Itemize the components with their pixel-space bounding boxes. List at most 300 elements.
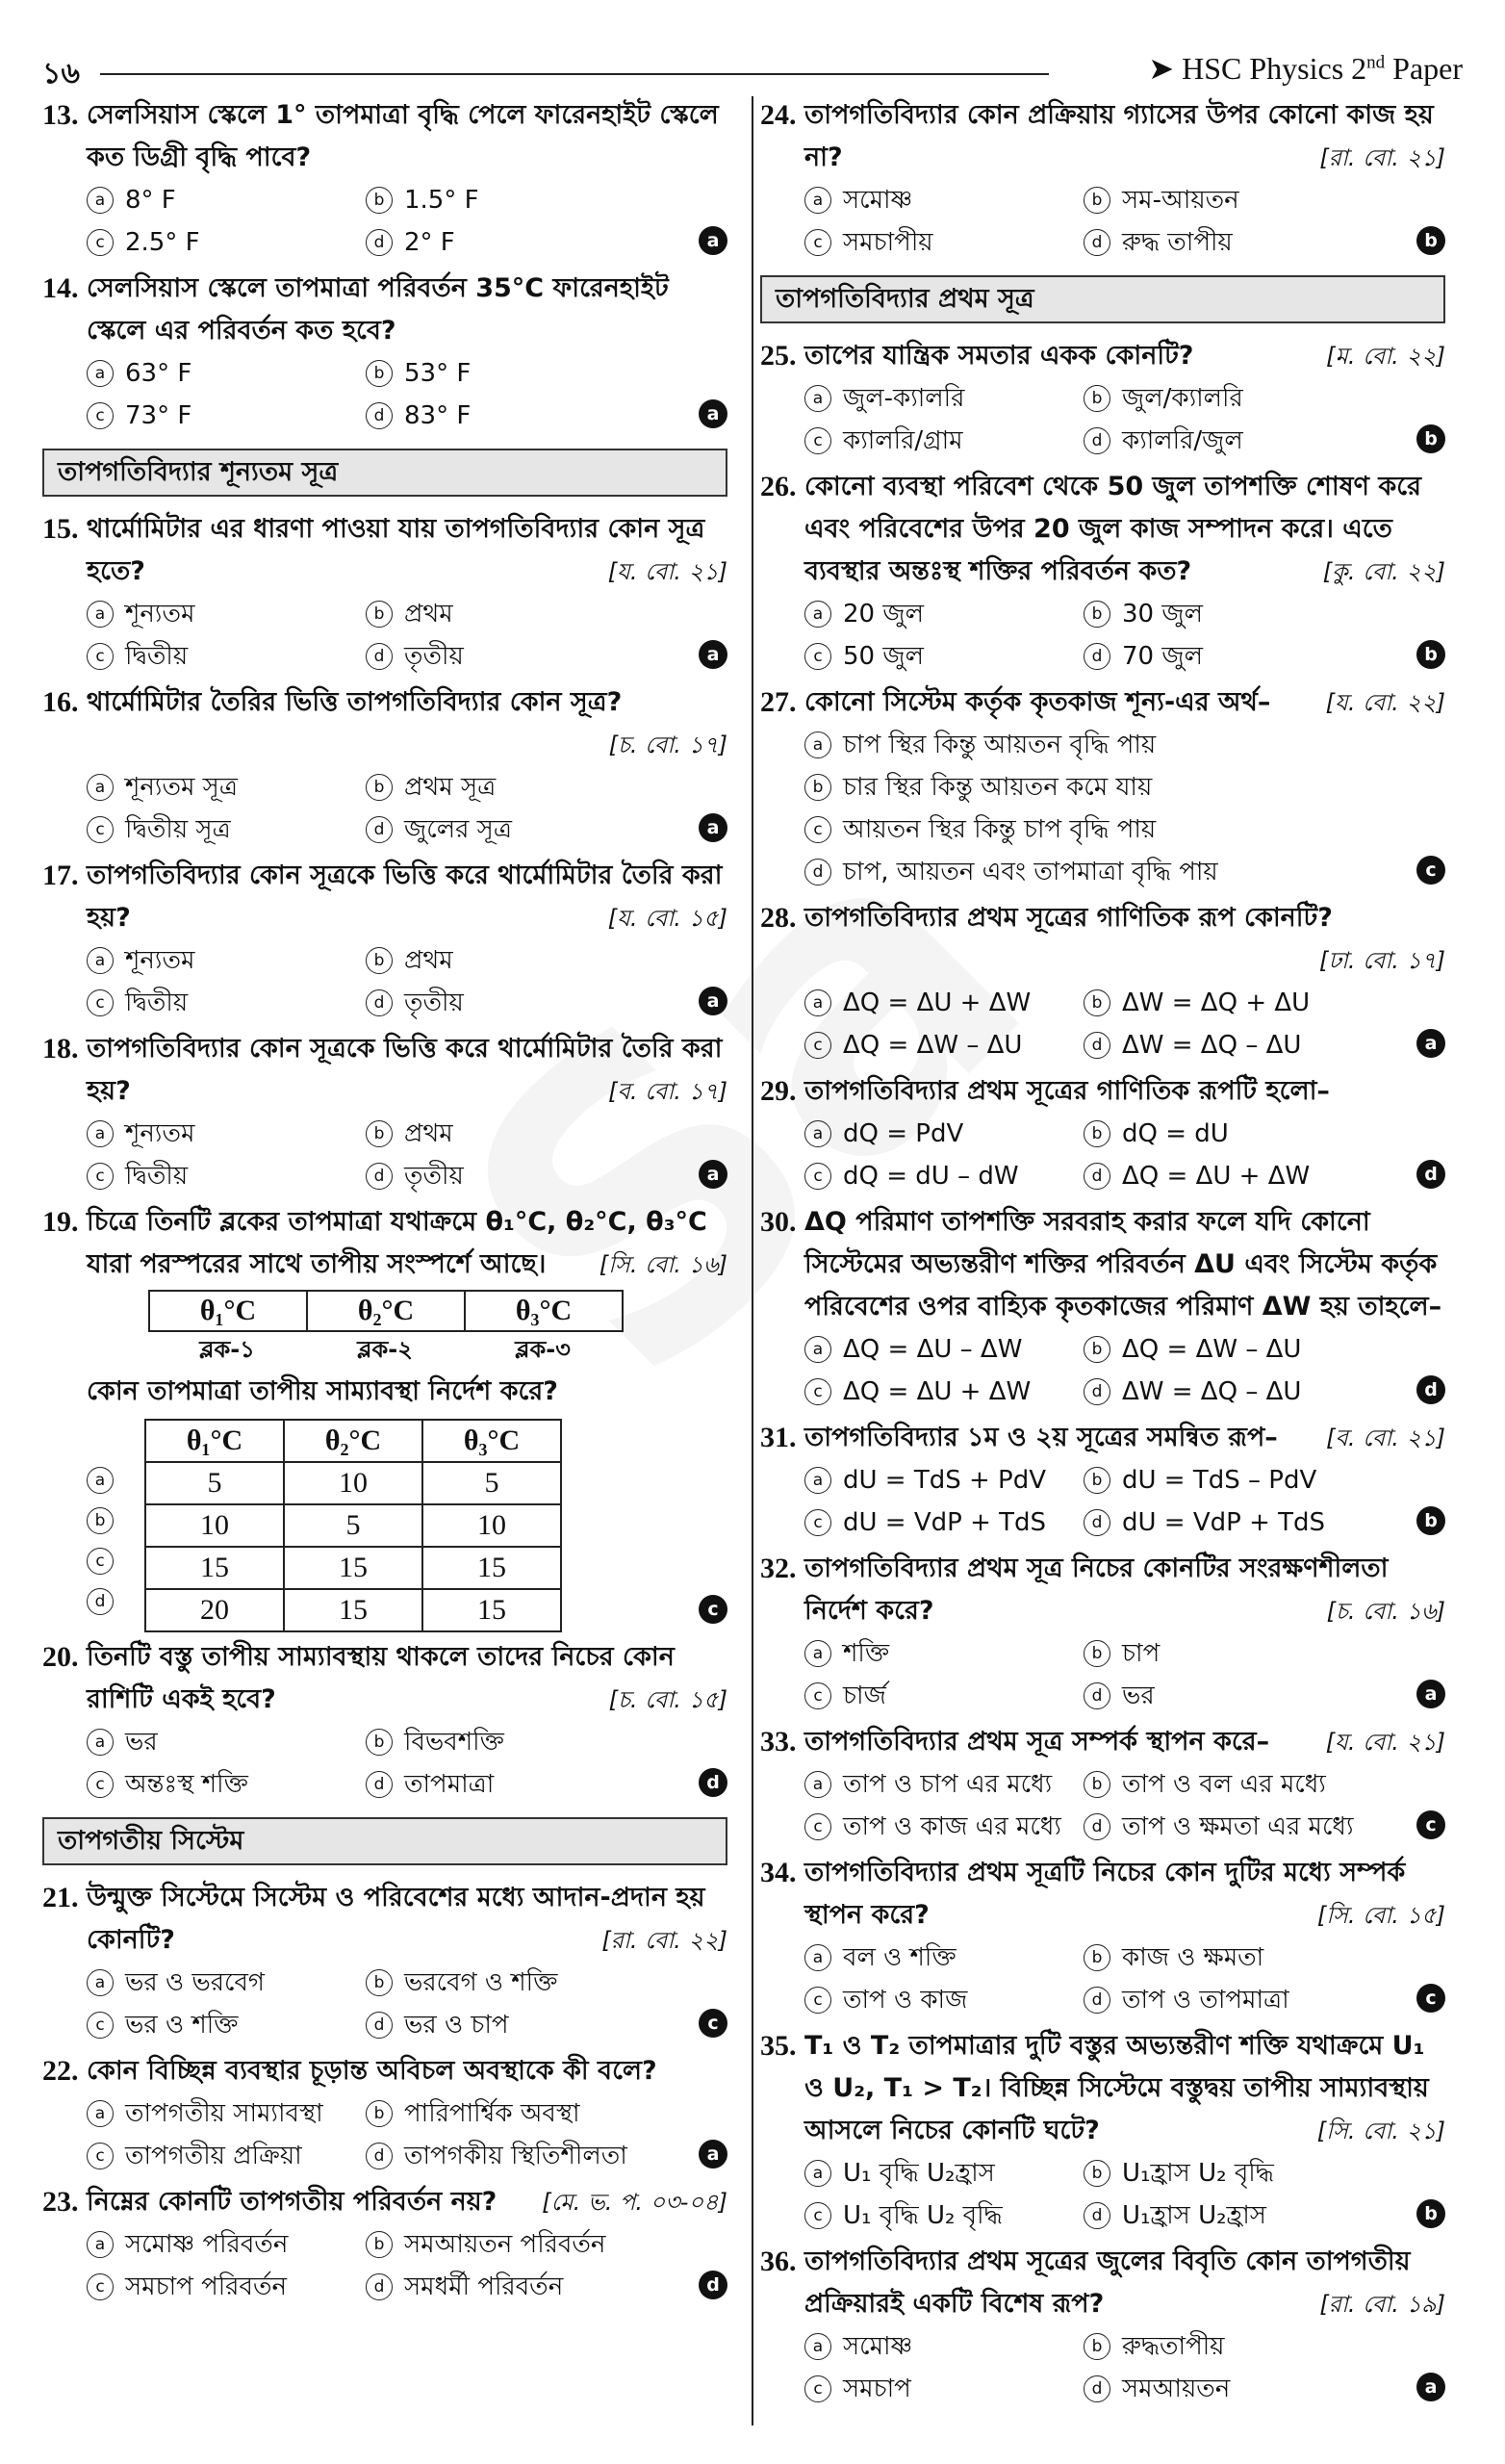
question-number: 16. [42,686,79,718]
option-d-marker: d [1084,427,1110,454]
options [804,982,1445,1066]
block-3-label: ব্লক-৩ [515,1336,571,1363]
option-b[interactable]: b প্রথম [366,593,727,635]
answer-badge: c [1416,1984,1445,2013]
option-c[interactable]: c U₁ বৃদ্ধি U₂ বৃদ্ধি [804,2194,1084,2237]
source-tag: [ব. বো. ২১] [1326,1424,1445,1451]
option-a-marker: a [87,774,114,801]
option-c[interactable]: c তাপ ও কাজ এর মধ্যে [804,1806,1084,1848]
options [804,1328,1445,1413]
right-column [760,94,1445,2414]
question-number: 34. [760,1857,797,1888]
option-b[interactable]: b কাজ ও ক্ষমতা [1084,1937,1445,1979]
option-c-marker: c [87,2143,114,2169]
option-b-marker: b [1084,1467,1110,1494]
source-tag: [য. বো. ১৫] [607,905,727,932]
option-d[interactable]: d ΔQ = ΔU + ΔW [1084,1155,1445,1197]
option-d[interactable]: d 83° F [366,395,727,437]
option-d-marker[interactable]: d [87,1588,114,1615]
option-b[interactable]: b dU = TdS – PdV [1084,1459,1445,1502]
option-d-marker: d [366,402,393,429]
question-number: 23. [42,2186,79,2218]
header-rule [100,73,1049,75]
option-a[interactable]: a শূন্যতম [87,939,366,982]
option-c[interactable]: c দ্বিতীয় [87,635,366,678]
option-a[interactable]: a জুল-ক্যালরি [804,377,1084,420]
option-c-marker: c [804,2202,831,2229]
option-b-marker: b [1084,1120,1110,1147]
option-d[interactable]: d তাপগকীয় স্থিতিশীলতা [366,2135,727,2177]
option-b[interactable]: b প্রথম সূত্র [366,766,727,808]
question-number: 27. [760,686,797,718]
left-column [42,94,727,2312]
question-text: তাপগতিবিদ্যার প্রথম সূত্র নিচের কোনটির সংরক্ষণশীলতা নির্দেশ করে? [চ. বো. ১৬] [804,1548,1445,1632]
option-a[interactable]: a শক্তি [804,1632,1084,1675]
source-tag: [ঢা. বো. ১৭] [1318,947,1445,974]
answer-badge: a [699,226,727,255]
option-d[interactable]: d dU = VdP + TdS [1084,1502,1445,1544]
option-b-marker: b [1084,2333,1110,2360]
question-number: 26. [760,471,797,502]
option-a[interactable]: a 63° F [87,352,366,395]
question-text: সেলসিয়াস স্কেলে তাপমাত্রা পরিবর্তন 35°C ফারেনহাইট স্কেলে এর পরিবর্তন কত হবে? [87,273,669,346]
source-tag: [সি. বো. ১৫] [1316,1902,1445,1929]
option-d-marker: d [1084,1378,1110,1405]
option-a-marker: a [87,1969,114,1996]
option-a[interactable]: a তাপগতীয় সাম্যাবস্থা [87,2092,366,2135]
option-d-marker: d [1084,1509,1110,1536]
option-d[interactable]: d 70 জুল [1084,635,1445,678]
book-title: ➤ HSC Physics 2nd Paper [1148,51,1463,86]
option-b-marker: b [1084,989,1110,1016]
options [804,1632,1445,1717]
question-number: 30. [760,1206,797,1238]
option-b[interactable]: b জুল/ক্যালরি [1084,377,1445,420]
option-d-marker: d [366,1771,393,1798]
question-text: T₁ ও T₂ তাপমাত্রার দুটি বস্তুর অভ্যন্তরীণ শক্তি যথাক্রমে U₁ ও U₂, T₁ > T₂। বিচ্ছিন্ন সিস্টেমে বস্তুদ্বয় তাপীয় সাম্যাবস্থায় আসলে নিচের কোনটি ঘটে? [সি. বো. ২১] [804,2025,1445,2152]
option-d[interactable]: d তাপ ও তাপমাত্রা [1084,1979,1445,2021]
option-b-marker: b [1084,1944,1110,1971]
option-d-marker: d [1084,1163,1110,1190]
option-c[interactable]: c তাপগতীয় প্রক্রিয়া [87,2135,366,2177]
option-c[interactable]: c ক্যালরি/গ্রাম [804,420,1084,462]
question-30 [760,1201,1445,1413]
option-c-marker: c [87,229,114,256]
table-row[interactable]: 10 5 10 [145,1504,561,1547]
option-d-marker: d [1084,2202,1110,2229]
question-text: তাপগতিবিদ্যার ১ম ও ২য় সূত্রের সমন্বিত রূপ– [ব. বো. ২১] [804,1417,1445,1459]
options [87,2092,727,2177]
question-number: 28. [760,902,797,934]
option-d[interactable]: d তৃতীয় [366,1155,727,1197]
option-c[interactable]: c 50 জুল [804,635,1084,678]
option-c-marker: c [804,1163,831,1190]
question-text: তাপগতিবিদ্যার প্রথম সূত্র সম্পর্ক স্থাপন করে– [য. বো. ২১] [804,1721,1445,1763]
option-b-marker: b [804,774,831,801]
option-d[interactable]: d ভর [1084,1675,1445,1717]
option-d[interactable]: d তৃতীয় [366,982,727,1024]
question-15 [42,508,727,678]
option-a[interactable]: a শূন্যতম [87,593,366,635]
question-35 [760,2025,1445,2237]
option-c-marker: c [87,643,114,670]
question-text: তাপগতিবিদ্যার কোন সূত্রকে ভিত্তি করে থার্মোমিটার তৈরি করা হয়? [ব. বো. ১৭] [87,1028,727,1113]
option-b[interactable]: b চার স্থির কিন্তু আয়তন কমে যায় [804,766,1445,808]
block-1-temp: θ₁°C [149,1291,307,1331]
answer-badge: d [699,1768,727,1797]
option-b-marker: b [366,774,393,801]
option-c[interactable]: c সমচাপ [804,2368,1084,2410]
option-c-marker: c [87,402,114,429]
option-a[interactable]: a ভর [87,1721,366,1763]
option-c[interactable]: c আয়তন স্থির কিন্তু চাপ বৃদ্ধি পায় [804,808,1445,851]
option-c-marker[interactable]: c [87,1548,114,1575]
option-c[interactable]: c দ্বিতীয় সূত্র [87,808,366,851]
option-a-marker: a [804,1944,831,1971]
option-a-marker: a [87,947,114,974]
source-tag: [য. বো. ২১] [607,558,727,585]
table-row[interactable]: 20 15 15 [145,1589,561,1631]
question-34 [760,1852,1445,2021]
option-b-marker: b [366,360,393,387]
option-c-marker: c [87,1771,114,1798]
question-text: কোন বিচ্ছিন্ন ব্যবস্থার চূড়ান্ত অবিচল অবস্থাকে কী বলে? [87,2056,657,2086]
options [87,1721,727,1806]
option-a-marker: a [804,2333,831,2360]
option-a[interactable]: a বল ও শক্তি [804,1937,1084,1979]
option-b[interactable]: b তাপ ও বল এর মধ্যে [1084,1763,1445,1806]
source-tag: [রা. বো. ১৯] [1319,2291,1445,2318]
option-b[interactable]: b ভরবেগ ও শক্তি [366,1962,727,2004]
question-number: 17. [42,860,79,891]
option-b-marker: b [1084,187,1110,214]
option-a-marker: a [804,601,831,628]
option-d[interactable]: d সমধর্মী পরিবর্তন [366,2266,727,2308]
answer-badge: a [699,987,727,1015]
option-b[interactable]: b U₁হ্রাস U₂ বৃদ্ধি [1084,2152,1445,2194]
question-text: নিম্নের কোনটি তাপগতীয় পরিবর্তন নয়? [মে. ভ. প. ০৩-০৪] [87,2181,727,2223]
answer-badge: a [699,640,727,669]
option-b[interactable]: b পারিপার্শ্বিক অবস্থা [366,2092,727,2135]
option-c[interactable]: c ΔQ = ΔU + ΔW [804,1371,1084,1413]
option-b[interactable]: b বিভবশক্তি [366,1721,727,1763]
option-a[interactable]: a শূন্যতম সূত্র [87,766,366,808]
question-text: থার্মোমিটার তৈরির ভিত্তি তাপগতিবিদ্যার কোন সূত্র? [চ. বো. ১৭] [87,681,727,766]
option-d[interactable]: d ভর ও চাপ [366,2004,727,2046]
option-b[interactable]: b 1.5° F [366,179,727,221]
question-number: 29. [760,1075,797,1107]
option-a-marker: a [804,989,831,1016]
question-number: 19. [42,1206,79,1238]
answer-badge: b [1416,2199,1445,2228]
question-number: 13. [42,99,79,131]
question-text: ΔQ পরিমাণ তাপশক্তি সরবরাহ করার ফলে যদি কোনো সিস্টেমের অভ্যন্তরীণ শক্তির পরিবর্তন ΔU এবং সিস্টেম কর্তৃক পরিবেশের ওপর বাহ্যিক কৃতকাজের পরিমাণ ΔW হয় তাহলে– [804,1207,1442,1322]
option-d[interactable]: d তাপমাত্রা [366,1763,727,1806]
option-d-marker: d [366,2012,393,2039]
option-c[interactable]: c সমচাপীয় [804,221,1084,264]
option-b[interactable]: b ΔQ = ΔW – ΔU [1084,1328,1445,1371]
options [804,593,1445,678]
question-text: তাপগতিবিদ্যার প্রথম সূত্রের গাণিতিক রূপ কোনটি? [ঢা. বো. ১৭] [804,897,1445,982]
option-a-marker: a [804,385,831,412]
question-text: কোনো সিস্টেম কর্তৃক কৃতকাজ শূন্য-এর অর্থ– [য. বো. ২২] [804,681,1445,724]
option-d[interactable]: d রুদ্ধ তাপীয় [1084,221,1445,264]
option-a[interactable]: a ΔQ = ΔU + ΔW [804,982,1084,1024]
question-13 [42,94,727,264]
source-tag: [য. বো. ২১] [1325,1729,1445,1756]
option-a-marker: a [804,1771,831,1798]
option-d-marker: d [1084,2375,1110,2402]
answer-badge: a [699,813,727,842]
answer-badge: d [699,2271,727,2299]
block-3-temp: θ₃°C [465,1291,623,1331]
option-d[interactable]: d 2° F [366,221,727,264]
answer-badge: a [699,399,727,428]
question-text: উন্মুক্ত সিস্টেমে সিস্টেম ও পরিবেশের মধ্যে আদান-প্রদান হয় কোনটি? [রা. বো. ২২] [87,1877,727,1962]
option-b-marker: b [1084,601,1110,628]
option-b[interactable]: b চাপ [1084,1632,1445,1675]
source-tag: [চ. বো. ১৫] [608,1686,727,1713]
option-d[interactable]: d জুলের সূত্র [366,808,727,851]
question-number: 24. [760,99,797,131]
option-markers [87,1419,144,1632]
option-a[interactable]: a চাপ স্থির কিন্তু আয়তন বৃদ্ধি পায় [804,724,1445,766]
option-d-marker: d [366,816,393,843]
options [804,1113,1445,1197]
question-text: তাপগতিবিদ্যার কোন প্রক্রিয়ায় গ্যাসের উপর কোনো কাজ হয় না? [রা. বো. ২১] [804,94,1445,179]
answer-badge: b [1416,640,1445,669]
option-d-marker: d [1084,1032,1110,1059]
option-b-marker: b [366,601,393,628]
option-c[interactable]: c দ্বিতীয় [87,982,366,1024]
option-a[interactable]: a সমোষ্ণ পরিবর্তন [87,2223,366,2266]
source-tag: [ম. বো. ২২] [1326,343,1445,370]
option-a[interactable]: a 20 জুল [804,593,1084,635]
option-a-marker: a [87,2100,114,2127]
option-b[interactable]: b প্রথম [366,939,727,982]
option-d-marker: d [1084,1813,1110,1840]
question-text: থার্মোমিটার এর ধারণা পাওয়া যায় তাপগতিবিদ্যার কোন সূত্র হতে? [য. বো. ২১] [87,508,727,593]
answer-badge: a [699,1160,727,1189]
question-number: 18. [42,1033,79,1065]
option-c-marker: c [804,2375,831,2402]
option-d-marker: d [366,229,393,256]
option-c[interactable]: c দ্বিতীয় [87,1155,366,1197]
question-31 [760,1417,1445,1544]
option-d-marker: d [804,859,831,886]
option-c[interactable]: c dQ = dU – dW [804,1155,1084,1197]
source-tag: [রা. বো. ২১] [1319,144,1445,171]
option-d-marker: d [366,2273,393,2300]
question-24 [760,94,1445,264]
option-a-marker: a [87,187,114,214]
option-a-marker: a [87,1729,114,1756]
source-tag: [চ. বো. ১৬] [1326,1598,1445,1625]
answer-badge: c [1416,1810,1445,1839]
option-b-marker[interactable]: b [87,1507,114,1534]
option-c-marker: c [87,816,114,843]
option-b-marker: b [1084,2160,1110,2187]
option-a[interactable]: a dU = TdS + PdV [804,1459,1084,1502]
question-number: 21. [42,1882,79,1913]
option-c-marker: c [804,427,831,454]
options [87,352,727,437]
source-tag: [মে. ভ. প. ০৩-০৪] [542,2189,727,2216]
question-number: 32. [760,1553,797,1584]
section-heading-zeroth-law: তাপগতিবিদ্যার শূন্যতম সূত্র [42,449,727,497]
option-d-marker: d [366,643,393,670]
option-b[interactable]: b dQ = dU [1084,1113,1445,1155]
option-d-marker: d [1084,643,1110,670]
option-c[interactable]: c সমচাপ পরিবর্তন [87,2266,366,2308]
option-c-marker: c [87,1163,114,1190]
answer-badge: a [699,2140,727,2169]
question-22 [42,2050,727,2177]
option-b-marker: b [366,1120,393,1147]
option-c-marker: c [804,1813,831,1840]
option-b-marker: b [366,1729,393,1756]
option-b-marker: b [366,1969,393,1996]
option-d[interactable]: d তৃতীয় [366,635,727,678]
table-header-row: θ₁°C θ₂°C θ₃°C [145,1420,561,1462]
option-a-marker: a [804,1640,831,1667]
option-b-marker: b [1084,1771,1110,1798]
question-26 [760,466,1445,678]
option-d-marker: d [366,2143,393,2169]
option-c-marker: c [804,1378,831,1405]
option-c-marker: c [804,816,831,843]
answer-badge: d [1416,1160,1445,1189]
options [87,2223,727,2308]
options [804,2325,1445,2410]
option-b[interactable]: b প্রথম [366,1113,727,1155]
option-b-marker: b [366,947,393,974]
option-a-marker: a [87,360,114,387]
option-d[interactable]: d তাপ ও ক্ষমতা এর মধ্যে [1084,1806,1445,1848]
option-b[interactable]: b ΔW = ΔQ + ΔU [1084,982,1445,1024]
block-2-temp: θ₂°C [307,1291,465,1331]
option-a[interactable]: a U₁ বৃদ্ধি U₂হ্রাস [804,2152,1084,2194]
option-a[interactable]: a ΔQ = ΔU – ΔW [804,1328,1084,1371]
options [87,1962,727,2046]
option-a-marker: a [87,2231,114,2258]
table-row[interactable]: 5 10 5 [145,1462,561,1504]
question-20 [42,1636,727,1806]
answer-badge: d [1416,1375,1445,1404]
option-c[interactable]: c 73° F [87,395,366,437]
answer-badge: b [1416,1506,1445,1535]
option-d[interactable]: d U₁হ্রাস U₂হ্রাস [1084,2194,1445,2237]
options [87,1113,727,1197]
answer-badge: c [699,1595,727,1624]
question-text: তাপের যান্ত্রিক সমতার একক কোনটি? [ম. বো. ২২] [804,335,1445,377]
source-tag: [ব. বো. ১৭] [608,1078,727,1105]
column-divider [752,96,753,2426]
option-d-marker: d [1084,1682,1110,1709]
option-c-marker: c [87,989,114,1016]
options [804,724,1445,893]
source-tag: [সি. বো. ২১] [1316,2118,1445,2144]
option-d[interactable]: d ΔW = ΔQ – ΔU [1084,1024,1445,1066]
option-a-marker: a [804,187,831,214]
question-text: সেলসিয়াস স্কেলে 1° তাপমাত্রা বৃদ্ধি পেলে ফারেনহাইট স্কেলে কত ডিগ্রী বৃদ্ধি পাবে? [87,100,719,172]
option-d[interactable]: d সমআয়তন [1084,2368,1445,2410]
option-a[interactable]: a সমোষ্ণ [804,179,1084,221]
option-c[interactable]: c তাপ ও কাজ [804,1979,1084,2021]
answer-badge: a [1416,2373,1445,2401]
option-c[interactable]: c 2.5° F [87,221,366,264]
option-b-marker: b [1084,1336,1110,1363]
page-header [42,46,1463,100]
option-a-marker: a [804,1467,831,1494]
options [87,939,727,1024]
page-number: ১৬ [42,57,80,90]
options [804,1937,1445,2021]
source-tag: [রা. বো. ২২] [601,1927,727,1954]
question-32 [760,1548,1445,1717]
option-c[interactable]: c চার্জ [804,1675,1084,1717]
question-23 [42,2181,727,2308]
option-d-marker: d [1084,229,1110,256]
block-2-label: ব্লক-২ [357,1336,413,1363]
option-a[interactable]: a 8° F [87,179,366,221]
block-diagram [148,1290,624,1332]
options [804,179,1445,264]
question-21 [42,1877,727,2046]
option-b-marker: b [1084,1640,1110,1667]
question-text: কোনো ব্যবস্থা পরিবেশ থেকে 50 জুল তাপশক্তি শোষণ করে এবং পরিবেশের উপর 20 জুল কাজ সম্পাদন করে। এতে ব্যবস্থার অন্তঃস্থ শক্তির পরিবর্তন কত? [কু. বো. ২২] [804,466,1445,593]
option-d[interactable]: d ক্যালরি/জুল [1084,420,1445,462]
option-d[interactable]: d ΔW = ΔQ – ΔU [1084,1371,1445,1413]
options [87,593,727,678]
option-c[interactable]: c ΔQ = ΔW – ΔU [804,1024,1084,1066]
option-b[interactable]: b সমআয়তন পরিবর্তন [366,2223,727,2266]
option-b-marker: b [366,2231,393,2258]
option-c-marker: c [87,2273,114,2300]
option-c[interactable]: c dU = VdP + TdS [804,1502,1084,1544]
option-b[interactable]: b 30 জুল [1084,593,1445,635]
option-b[interactable]: b সম-আয়তন [1084,179,1445,221]
question-19 [42,1201,727,1632]
options [804,2152,1445,2237]
option-a[interactable]: a সমোষ্ণ [804,2325,1084,2368]
question-33 [760,1721,1445,1848]
option-c-marker: c [87,2012,114,2039]
question-text: তাপগতিবিদ্যার প্রথম সূত্রের গাণিতিক রূপটি হলো– [804,1076,1330,1106]
options [87,766,727,851]
option-b[interactable]: b রুদ্ধতাপীয় [1084,2325,1445,2368]
option-a[interactable]: a ভর ও ভরবেগ [87,1962,366,2004]
option-c[interactable]: c ভর ও শক্তি [87,2004,366,2046]
option-a[interactable]: a শূন্যতম [87,1113,366,1155]
source-tag: [য. বো. ২২] [1325,689,1445,716]
options [804,377,1445,462]
question-25 [760,335,1445,462]
option-b-marker: b [366,187,393,214]
question-18 [42,1028,727,1197]
option-c[interactable]: c অন্তঃস্থ শক্তি [87,1763,366,1806]
option-a[interactable]: a dQ = PdV [804,1113,1084,1155]
option-b[interactable]: b 53° F [366,352,727,395]
option-d-marker: d [366,989,393,1016]
option-a[interactable]: a তাপ ও চাপ এর মধ্যে [804,1763,1084,1806]
option-d[interactable]: d চাপ, আয়তন এবং তাপমাত্রা বৃদ্ধি পায় [804,851,1445,893]
question-28 [760,897,1445,1066]
option-a-marker[interactable]: a [87,1467,114,1494]
question-number: 20. [42,1641,79,1673]
table-row[interactable]: 15 15 15 [145,1547,561,1589]
option-c-marker: c [804,1682,831,1709]
